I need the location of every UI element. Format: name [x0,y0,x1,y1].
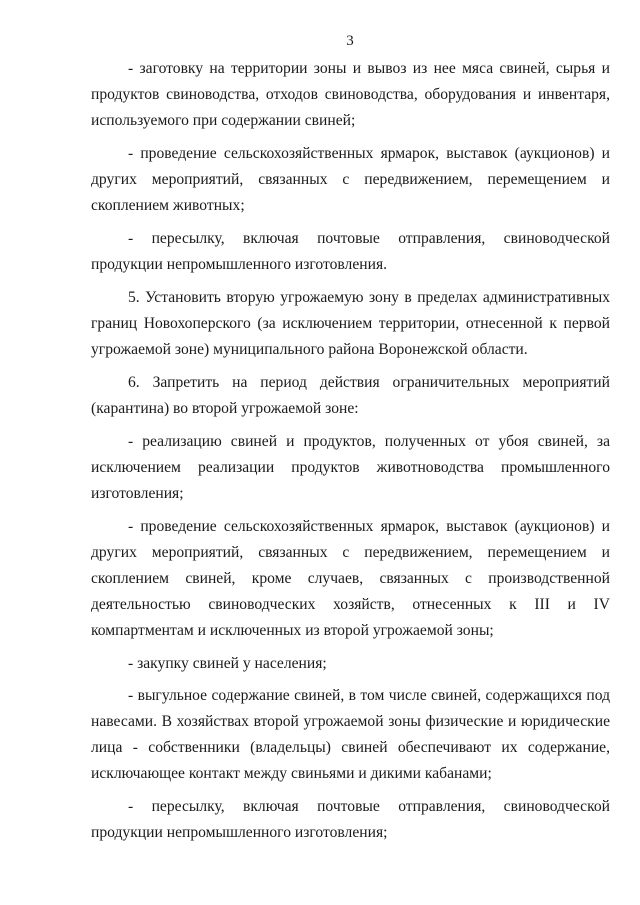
paragraph-prohibit-mailing-second-zone: - пересылку, включая почтовые отправления, свиноводческой продукции непромышленного изготовления; [91,798,610,841]
paragraph-prohibit-free-range: - выгульное содержание свиней, в том числе свиней, содержащихся под навесами. В хозяйствах второй угрожаемой зоны физические и юридические лица - собственники (владельцы) свиней обеспечивают их содержание, исключающее контакт между свиньями и дикими кабанами; [91,687,610,782]
paragraph-prohibit-harvesting: - заготовку на территории зоны и вывоз из нее мяса свиней, сырья и продуктов свиноводства, отходов свиноводства, оборудования и инвентаря, используемого при содержании свиней; [91,60,610,129]
paragraph-prohibit-mailing-first-zone: - пересылку, включая почтовые отправления, свиноводческой продукции непромышленного изготовления. [91,230,610,273]
paragraph-prohibit-fairs-first-zone: - проведение сельскохозяйственных ярмарок, выставок (аукционов) и других мероприятий, связанных с передвижением, перемещением и скоплением животных; [91,145,610,214]
paragraph-item-5-second-zone: 5. Установить вторую угрожаемую зону в пределах административных границ Новохоперского (за исключением территории, отнесенной к первой угрожаемой зоне) муниципального района Воронежской области. [91,289,610,358]
paragraph-prohibit-sale: - реализацию свиней и продуктов, полученных от убоя свиней, за исключением реализации продуктов животноводства промышленного изготовления; [91,433,610,502]
paragraph-item-6-prohibitions: 6. Запретить на период действия ограничительных мероприятий (карантина) во второй угрожаемой зоне: [91,374,610,417]
paragraph-prohibit-fairs-second-zone: - проведение сельскохозяйственных ярмарок, выставок (аукционов) и других мероприятий, связанных с передвижением, перемещением и скоплением свиней, кроме случаев, связанных с производственной деятельностью свиноводческих хозяйств, отнесенных к III и IV компартментам и исключенных из второй угрожаемой зоны; [91,518,610,639]
document-body [91,56,610,853]
page-number: 3 [346,33,354,49]
paragraph-prohibit-purchase: - закупку свиней у населения; [128,655,327,672]
